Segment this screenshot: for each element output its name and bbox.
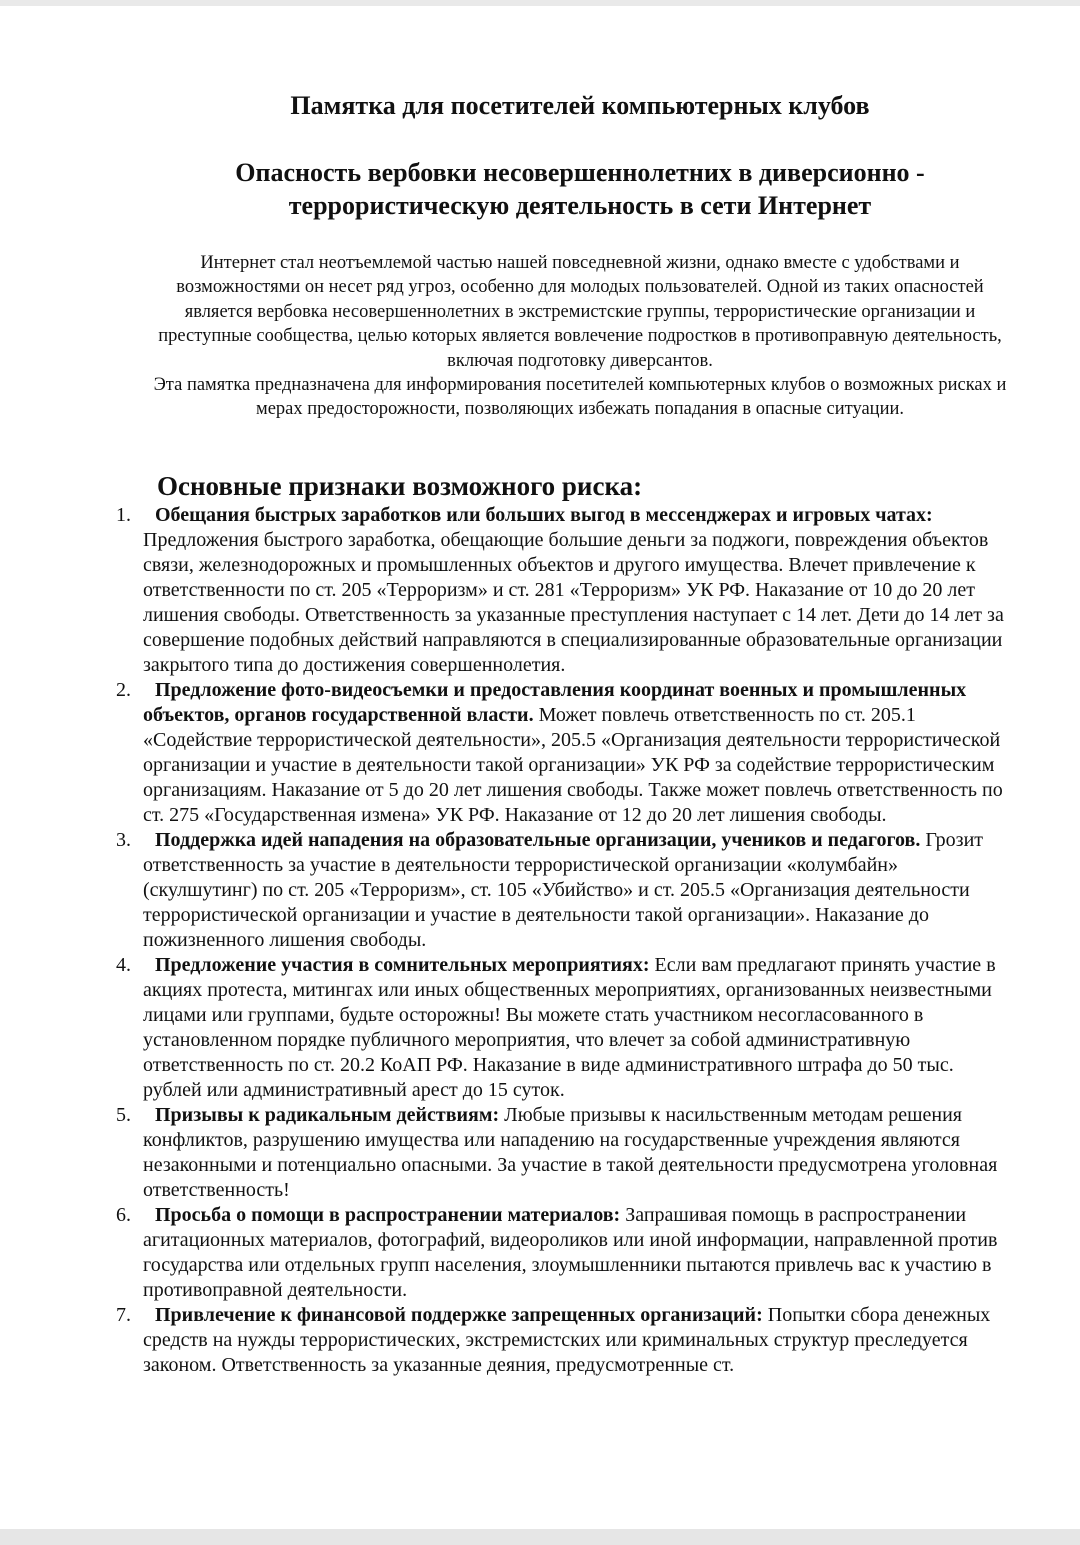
intro-section bbox=[150, 251, 1010, 422]
intro-paragraph-1: Интернет стал неотъемлемой частью нашей повседневной жизни, однако вместе с удобствами и возможностями он несет ряд угроз, особенно для молодых пользователей. Одной из таких опасностей является вербовка несовершеннолетних в экстремистские группы, террористические организации и преступные сообщества, целью которых является вовлечение подростков в противоправную деятельность, включая подготовку диверсантов. bbox=[158, 253, 1002, 371]
intro-paragraph-2: Эта памятка предназначена для информирования посетителей компьютерных клубов о возможных рисках и мерах предосторожности, позволяющих избежать попадания в опасные ситуации. bbox=[153, 375, 1007, 420]
item-text: Запрашивая помощь в распространении агитационных материалов, фотографий, видеороликов или иной информации, направленной против государства или отдельных групп населения, злоумышленники пытаются привлечь вас к участию в противоправной деятельности. bbox=[143, 1204, 998, 1301]
item-number: 1. bbox=[116, 504, 131, 526]
list-item bbox=[0, 1103, 1080, 1203]
item-text: Грозит ответственность за участие в деятельности террористической организации «колумбайн» (скулшутинг) по ст. 205 «Терроризм», ст. 105 «Убийство» и ст. 205.5 «Организация деятельности террористической организации и участие в деятельности такой организации». Наказание до пожизненного лишения свободы. bbox=[143, 829, 984, 951]
subtitle-line-1: Опасность вербовки несовершеннолетних в диверсионно - bbox=[235, 158, 925, 187]
document-title: Памятка для посетителей компьютерных клубов bbox=[290, 91, 870, 120]
list-item bbox=[0, 503, 1080, 678]
list-item bbox=[0, 1303, 1080, 1378]
item-lead: Поддержка идей нападения на образовательные организации, учеников и педагогов. bbox=[155, 829, 921, 851]
item-lead: Предложение участия в сомнительных мероприятиях: bbox=[155, 954, 650, 976]
item-number: 2. bbox=[116, 679, 131, 701]
list-item bbox=[0, 828, 1080, 953]
item-lead: Призывы к радикальным действиям: bbox=[155, 1104, 500, 1126]
page-bottom-edge bbox=[0, 1529, 1080, 1545]
item-number: 5. bbox=[116, 1104, 131, 1126]
item-text: Любые призывы к насильственным методам решения конфликтов, разрушению имущества или нападению на государственные учреждения являются незаконными и потенциально опасными. За участие в такой деятельности предусмотрена уголовная ответственность! bbox=[143, 1104, 998, 1201]
document-subtitle bbox=[0, 156, 1080, 222]
list-item bbox=[0, 678, 1080, 828]
item-text: Может повлечь ответственность по ст. 205.1 «Содействие террористической деятельности», 205.5 «Организация деятельности террористической организации и участие в деятельности такой организации» УК РФ за содействие террористическим организациям. Наказание от 5 до 20 лет лишения свободы. Также может повлечь ответственность по ст. 275 «Государственная измена» УК РФ. Наказание от 12 до 20 лет лишения свободы. bbox=[143, 704, 1003, 826]
list-item bbox=[0, 1203, 1080, 1303]
section-heading: Основные признаки возможного риска: bbox=[157, 471, 643, 501]
subtitle-line-2: террористическую деятельность в сети Интернет bbox=[288, 191, 872, 220]
item-number: 6. bbox=[116, 1204, 131, 1226]
item-lead: Предложение фото-видеосъемки и предоставления координат военных и промышленных объектов, органов государственной власти. bbox=[143, 679, 967, 726]
item-number: 3. bbox=[116, 829, 131, 851]
item-lead: Привлечение к финансовой поддержке запрещенных организаций: bbox=[155, 1304, 763, 1326]
item-lead: Просьба о помощи в распространении материалов: bbox=[155, 1204, 621, 1226]
item-number: 7. bbox=[116, 1304, 131, 1326]
item-text: Попытки сбора денежных средств на нужды террористических, экстремистских или криминальных структур преследуется законом. Ответственность за указанные деяния, предусмотренные ст. bbox=[143, 1304, 991, 1376]
risk-signs-list bbox=[0, 503, 1080, 1378]
item-text: Если вам предлагают принять участие в акциях протеста, митингах или иных общественных мероприятиях, организованных неизвестными лицами или группами, будьте осторожны! Вы можете стать участником несогласованного в установленном порядке публичного мероприятия, что влечет за собой административную ответственность по ст. 20.2 КоАП РФ. Наказание в виде административного штрафа до 50 тыс. рублей или административный арест до 15 суток. bbox=[143, 954, 996, 1101]
list-item bbox=[0, 953, 1080, 1103]
item-lead: Обещания быстрых заработков или больших выгод в мессенджерах и игровых чатах: bbox=[155, 504, 933, 526]
document-page bbox=[0, 6, 1080, 1529]
item-number: 4. bbox=[116, 954, 131, 976]
item-text: Предложения быстрого заработка, обещающие большие деньги за поджоги, повреждения объектов связи, железнодорожных и промышленных объектов и другого имущества. Влечет привлечение к ответственности по ст. 205 «Терроризм» и ст. 281 «Терроризм» УК РФ. Наказание от 10 до 20 лет лишения свободы. Ответственность за указанные преступления наступает с 14 лет. Дети до 14 лет за совершение подобных действий направляются в специализированные образовательные организации закрытого типа до достижения совершеннолетия. bbox=[143, 529, 1004, 676]
